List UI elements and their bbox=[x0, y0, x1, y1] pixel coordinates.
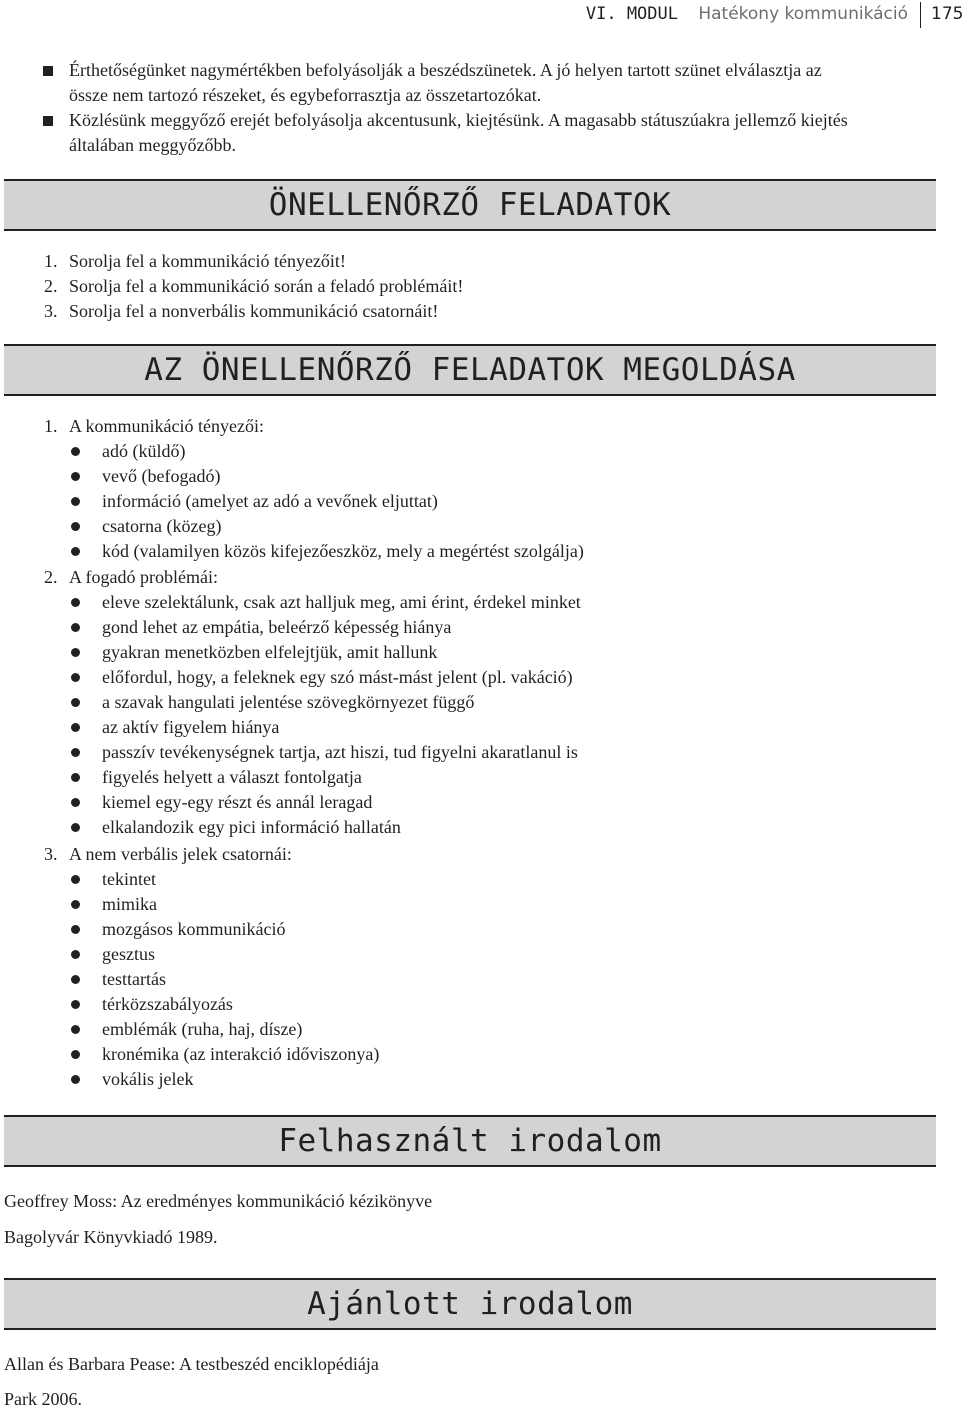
bullet-icon bbox=[71, 798, 80, 807]
list-item: elkalandozik egy pici információ hallatán bbox=[102, 817, 401, 837]
bullet-icon bbox=[71, 723, 80, 732]
bullet-icon bbox=[71, 547, 80, 556]
list-item: vokális jelek bbox=[102, 1069, 194, 1089]
group-number: 1. bbox=[44, 416, 58, 436]
list-item: térközszabályozás bbox=[102, 994, 233, 1014]
used-literature-heading: Felhasznált irodalom bbox=[4, 1115, 936, 1167]
bullet-icon bbox=[71, 773, 80, 782]
recommended-literature-heading: Ajánlott irodalom bbox=[4, 1278, 936, 1330]
task-text: Sorolja fel a nonverbális kommunikáció csatornáit! bbox=[69, 301, 439, 321]
self-check-heading: ÖNELLENŐRZŐ FELADATOK bbox=[4, 179, 936, 231]
group-title: A fogadó problémái: bbox=[69, 567, 218, 587]
bullet-icon bbox=[71, 975, 80, 984]
task-text: Sorolja fel a kommunikáció tényezőit! bbox=[69, 251, 346, 271]
group-number: 3. bbox=[44, 844, 58, 864]
list-item: a szavak hangulati jelentése szövegkörnyezet függő bbox=[102, 692, 475, 712]
bullet-icon bbox=[71, 875, 80, 884]
list-item: gond lehet az empátia, beleérző képesség hiánya bbox=[102, 617, 452, 637]
reference-line: Geoffrey Moss: Az eredményes kommunikáció kézikönyve bbox=[4, 1191, 433, 1211]
task-text: Sorolja fel a kommunikáció során a feladó problémáit! bbox=[69, 276, 464, 296]
list-item: emblémák (ruha, haj, dísze) bbox=[102, 1019, 303, 1039]
group-title: A kommunikáció tényezői: bbox=[69, 416, 264, 436]
list-item: mozgásos kommunikáció bbox=[102, 919, 286, 939]
list-item: eleve szelektálunk, csak azt halljuk meg, ami érint, érdekel minket bbox=[102, 592, 581, 612]
list-item: adó (küldő) bbox=[102, 441, 186, 461]
square-bullet-icon bbox=[43, 66, 53, 76]
list-item: gesztus bbox=[102, 944, 155, 964]
bullet-icon bbox=[71, 1050, 80, 1059]
list-item: vevő (befogadó) bbox=[102, 466, 221, 486]
group-number: 2. bbox=[44, 567, 58, 587]
reference-line: Park 2006. bbox=[4, 1389, 82, 1409]
bullet-icon bbox=[71, 1025, 80, 1034]
bullet-icon bbox=[71, 900, 80, 909]
chapter-title: Hatékony kommunikáció bbox=[698, 4, 908, 24]
header-divider bbox=[920, 2, 921, 28]
bullet-icon bbox=[71, 950, 80, 959]
reference-line: Bagolyvár Könyvkiadó 1989. bbox=[4, 1227, 218, 1247]
group-title: A nem verbális jelek csatornái: bbox=[69, 844, 292, 864]
reference-line: Allan és Barbara Pease: A testbeszéd enciklopédiája bbox=[4, 1354, 379, 1374]
list-item: gyakran menetközben elfelejtjük, amit hallunk bbox=[102, 642, 438, 662]
page-number: 175 bbox=[931, 4, 963, 24]
list-item: mimika bbox=[102, 894, 157, 914]
bullet-icon bbox=[71, 598, 80, 607]
bullet-icon bbox=[71, 623, 80, 632]
list-item: csatorna (közeg) bbox=[102, 516, 222, 536]
page-header bbox=[0, 0, 963, 30]
solutions-heading: AZ ÖNELLENŐRZŐ FELADATOK MEGOLDÁSA bbox=[4, 344, 936, 396]
intro-bullet-line: össze nem tartozó részeket, és egybeforrasztja az összetartozókat. bbox=[69, 85, 542, 105]
bullet-icon bbox=[71, 522, 80, 531]
intro-bullet-line: általában meggyőzőbb. bbox=[69, 135, 236, 155]
bullet-icon bbox=[71, 472, 80, 481]
intro-bullet-line: Közlésünk meggyőző erejét befolyásolja akcentusunk, kiejtésünk. A magasabb státuszúakra jellemző kiejtés bbox=[69, 110, 848, 130]
list-item: kód (valamilyen közös kifejezőeszköz, mely a megértést szolgálja) bbox=[102, 541, 584, 561]
bullet-icon bbox=[71, 497, 80, 506]
bullet-icon bbox=[71, 698, 80, 707]
list-item: figyelés helyett a választ fontolgatja bbox=[102, 767, 362, 787]
intro-bullet-line: Érthetőségünket nagymértékben befolyásolják a beszédszünetek. A jó helyen tartott szünet elválasztja az bbox=[69, 60, 822, 80]
bullet-icon bbox=[71, 823, 80, 832]
bullet-icon bbox=[71, 447, 80, 456]
bullet-icon bbox=[71, 1000, 80, 1009]
task-number: 2. bbox=[44, 276, 58, 296]
bullet-icon bbox=[71, 925, 80, 934]
bullet-icon bbox=[71, 648, 80, 657]
list-item: az aktív figyelem hiánya bbox=[102, 717, 280, 737]
list-item: kiemel egy-egy részt és annál leragad bbox=[102, 792, 373, 812]
task-number: 1. bbox=[44, 251, 58, 271]
bullet-icon bbox=[71, 748, 80, 757]
list-item: információ (amelyet az adó a vevőnek eljuttat) bbox=[102, 491, 438, 511]
list-item: kronémika (az interakció időviszonya) bbox=[102, 1044, 380, 1064]
task-number: 3. bbox=[44, 301, 58, 321]
list-item: passzív tevékenységnek tartja, azt hiszi, tud figyelni akaratlanul is bbox=[102, 742, 578, 762]
list-item: testtartás bbox=[102, 969, 166, 989]
list-item: tekintet bbox=[102, 869, 156, 889]
bullet-icon bbox=[71, 1075, 80, 1084]
square-bullet-icon bbox=[43, 116, 53, 126]
module-label: VI. MODUL bbox=[585, 4, 678, 24]
list-item: előfordul, hogy, a feleknek egy szó mást-mást jelent (pl. vakáció) bbox=[102, 667, 573, 687]
bullet-icon bbox=[71, 673, 80, 682]
